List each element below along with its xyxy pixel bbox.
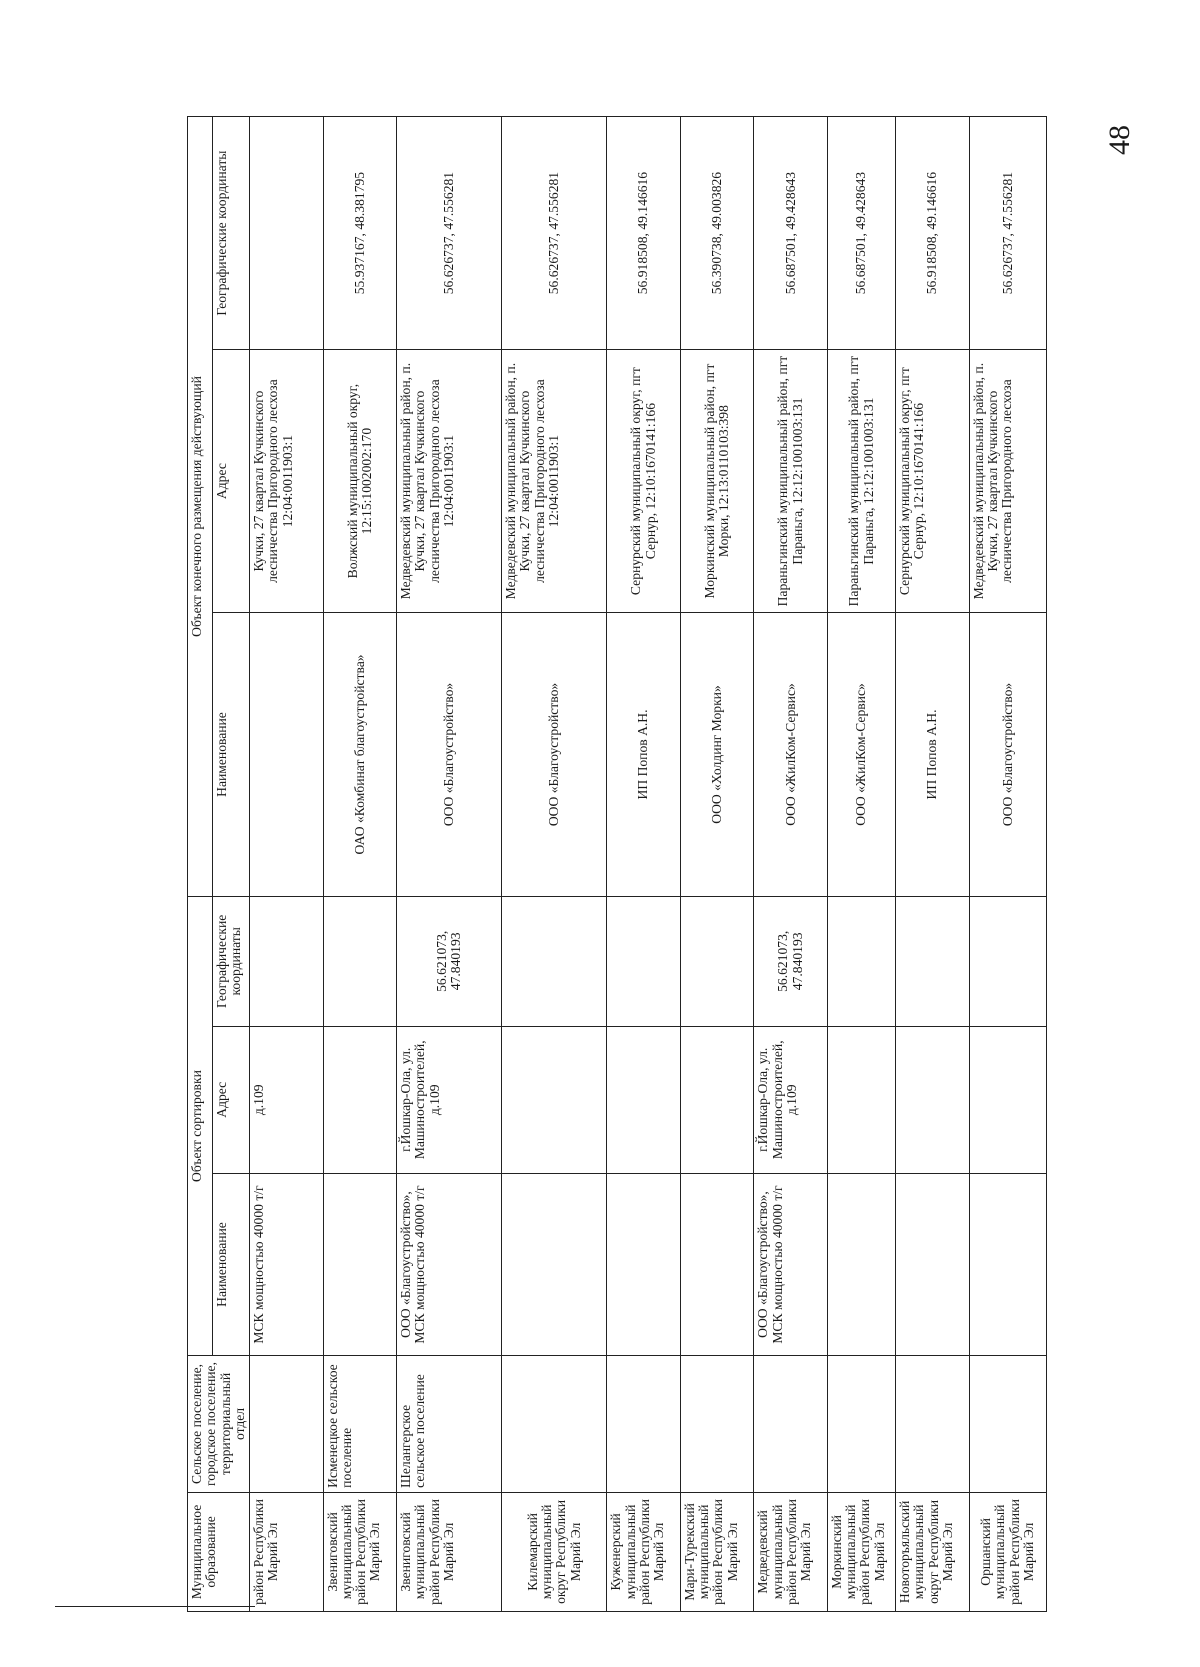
cell-sort-coords: 56.621073, 47.840193: [754, 896, 828, 1026]
cell-final-name: ООО «ЖилКом-Сервис»: [754, 613, 828, 897]
cell-sort-coords: [680, 896, 754, 1026]
cell-sort-name: [827, 1173, 895, 1355]
cell-final-name: ИП Попов А.Н.: [896, 613, 970, 897]
cell-settlement: [969, 1356, 1046, 1493]
header-sort-coords: Географические координаты: [212, 896, 249, 1026]
cell-final-address: Сернурский муниципальный округ, пгт Сернур, 12:10:1670141:166: [896, 350, 970, 613]
cell-final-coords: 56.390738, 49.003826: [680, 117, 754, 350]
cell-final-address: Параньгинский муниципальный район, пгт Параньга, 12:12:1001003:131: [827, 350, 895, 613]
cell-settlement: [754, 1356, 828, 1493]
cell-final-coords: 56.918508, 49.146616: [896, 117, 970, 350]
cell-final-coords: 56.626737, 47.556281: [969, 117, 1046, 350]
cell-sort-coords: [323, 896, 397, 1026]
header-final-address: Адрес: [212, 350, 249, 613]
table-row: [397, 117, 502, 1612]
table-row: [680, 117, 754, 1612]
cell-final-address: Медведевский муниципальный район, п. Кучки, 27 квартал Кучкинского лесничества Пригородного лесхоза 12:04:0011903:1: [502, 350, 607, 613]
cell-final-name: ООО «ЖилКом-Сервис»: [827, 613, 895, 897]
cell-sort-coords: [896, 896, 970, 1026]
header-final-coords: Географические координаты: [212, 117, 249, 350]
page-number: 48: [1103, 125, 1136, 155]
cell-municipality: Новоторъяльский муниципальный округ Республики Марий Эл: [896, 1492, 970, 1611]
table-row: [754, 117, 828, 1612]
cell-final-address: Медведевский муниципальный район, п. Кучки, 27 квартал Кучкинского лесничества Пригородного лесхоза 12:04:0011903:1: [397, 350, 502, 613]
cell-sort-name: МСК мощностью 40000 т/г: [250, 1173, 324, 1355]
cell-settlement: Шелангерское сельское поселение: [397, 1356, 502, 1493]
cell-final-name: ОАО «Комбинат благоустройства»: [323, 613, 397, 897]
footer-rule: [55, 1606, 255, 1607]
cell-municipality: Килемарский муниципальный округ Республики Марий Эл: [502, 1492, 607, 1611]
cell-final-name: ООО «Благоустройство»: [502, 613, 607, 897]
cell-final-address: Кучки, 27 квартал Кучкинского лесничества Пригородного лесхоза 12:04:0011903:1: [250, 350, 324, 613]
cell-sort-address: [607, 1026, 681, 1173]
cell-sort-coords: 56.621073, 47.840193: [397, 896, 502, 1026]
cell-final-coords: 56.626737, 47.556281: [502, 117, 607, 350]
cell-final-coords: 56.918508, 49.146616: [607, 117, 681, 350]
cell-final-coords: 55.937167, 48.381795: [323, 117, 397, 350]
cell-sort-name: [502, 1173, 607, 1355]
cell-sort-name: [323, 1173, 397, 1355]
cell-final-name: ООО «Холдинг Морки»: [680, 613, 754, 897]
cell-final-coords: 56.687501, 49.428643: [827, 117, 895, 350]
cell-settlement: [250, 1356, 324, 1493]
cell-final-address: Волжский муниципальный округ, 12:15:1002002:170: [323, 350, 397, 613]
cell-sort-address: [502, 1026, 607, 1173]
header-sort-address: Адрес: [212, 1026, 249, 1173]
cell-sort-coords: [827, 896, 895, 1026]
cell-sort-name: [969, 1173, 1046, 1355]
waste-objects-table: [187, 116, 1047, 1612]
cell-municipality: Мари-Турекский муниципальный район Республики Марий Эл: [680, 1492, 754, 1611]
header-municipality: Муниципальное образование: [188, 1492, 250, 1611]
cell-municipality: Медведевский муниципальный район Республики Марий Эл: [754, 1492, 828, 1611]
cell-final-name: ООО «Благоустройство»: [397, 613, 502, 897]
cell-sort-name: ООО «Благоустройство», МСК мощностью 40000 т/г: [754, 1173, 828, 1355]
table-row: [250, 117, 324, 1612]
cell-sort-coords: [607, 896, 681, 1026]
header-final-name: Наименование: [212, 613, 249, 897]
cell-sort-coords: [250, 896, 324, 1026]
cell-settlement: [607, 1356, 681, 1493]
header-sort-name: Наименование: [212, 1173, 249, 1355]
table-row: [323, 117, 397, 1612]
cell-final-coords: 56.626737, 47.556281: [397, 117, 502, 350]
cell-final-address: Моркинский муниципальный район, пгт Морки, 12:13:0110103:398: [680, 350, 754, 613]
cell-final-address: Медведевский муниципальный район, п. Кучки, 27 квартал Кучкинского лесничества Пригородного лесхоза: [969, 350, 1046, 613]
cell-sort-address: [680, 1026, 754, 1173]
cell-settlement: [827, 1356, 895, 1493]
table-row: [969, 117, 1046, 1612]
cell-final-name: [250, 613, 324, 897]
cell-municipality: Оршанский муниципальный район Республики Марий Эл: [969, 1492, 1046, 1611]
cell-municipality: Куженерский муниципальный район Республики Марий Эл: [607, 1492, 681, 1611]
cell-settlement: [680, 1356, 754, 1493]
table-row: [896, 117, 970, 1612]
cell-final-name: ООО «Благоустройство»: [969, 613, 1046, 897]
table-row: [502, 117, 607, 1612]
cell-final-coords: [250, 117, 324, 350]
cell-municipality: район Республики Марий Эл: [250, 1492, 324, 1611]
cell-final-address: Параньгинский муниципальный район, пгт Параньга, 12:12:1001003:131: [754, 350, 828, 613]
cell-municipality: Моркинский муниципальный район Республики Марий Эл: [827, 1492, 895, 1611]
cell-municipality: Звениговский муниципальный район Республики Марий Эл: [323, 1492, 397, 1611]
header-final-object: Объект конечного размещения действующий: [188, 117, 213, 897]
table-row: [607, 117, 681, 1612]
cell-sort-address: д.109: [250, 1026, 324, 1173]
cell-sort-name: [607, 1173, 681, 1355]
cell-sort-name: [680, 1173, 754, 1355]
cell-sort-address: [827, 1026, 895, 1173]
cell-municipality: Звениговский муниципальный район Республики Марий Эл: [397, 1492, 502, 1611]
cell-final-name: ИП Попов А.Н.: [607, 613, 681, 897]
cell-settlement: [896, 1356, 970, 1493]
cell-sort-name: [896, 1173, 970, 1355]
header-settlement: Сельское поселение, городское поселение, территориальный отдел: [188, 1356, 250, 1493]
rotated-table-wrapper: [187, 116, 1040, 1612]
cell-sort-coords: [502, 896, 607, 1026]
cell-sort-address: [969, 1026, 1046, 1173]
cell-sort-name: ООО «Благоустройство», МСК мощностью 40000 т/г: [397, 1173, 502, 1355]
cell-sort-address: [323, 1026, 397, 1173]
header-sorting-object: Объект сортировки: [188, 896, 213, 1355]
cell-sort-coords: [969, 896, 1046, 1026]
cell-settlement: [502, 1356, 607, 1493]
cell-sort-address: [896, 1026, 970, 1173]
cell-final-coords: 56.687501, 49.428643: [754, 117, 828, 350]
cell-sort-address: г.Йошкар-Ола, ул. Машиностроителей, д.109: [397, 1026, 502, 1173]
cell-sort-address: г.Йошкар-Ола, ул. Машиностроителей, д.109: [754, 1026, 828, 1173]
cell-final-address: Сернурский муниципальный округ, пгт Сернур, 12:10:1670141:166: [607, 350, 681, 613]
table-row: [827, 117, 895, 1612]
cell-settlement: Исменецкое сельское поселение: [323, 1356, 397, 1493]
